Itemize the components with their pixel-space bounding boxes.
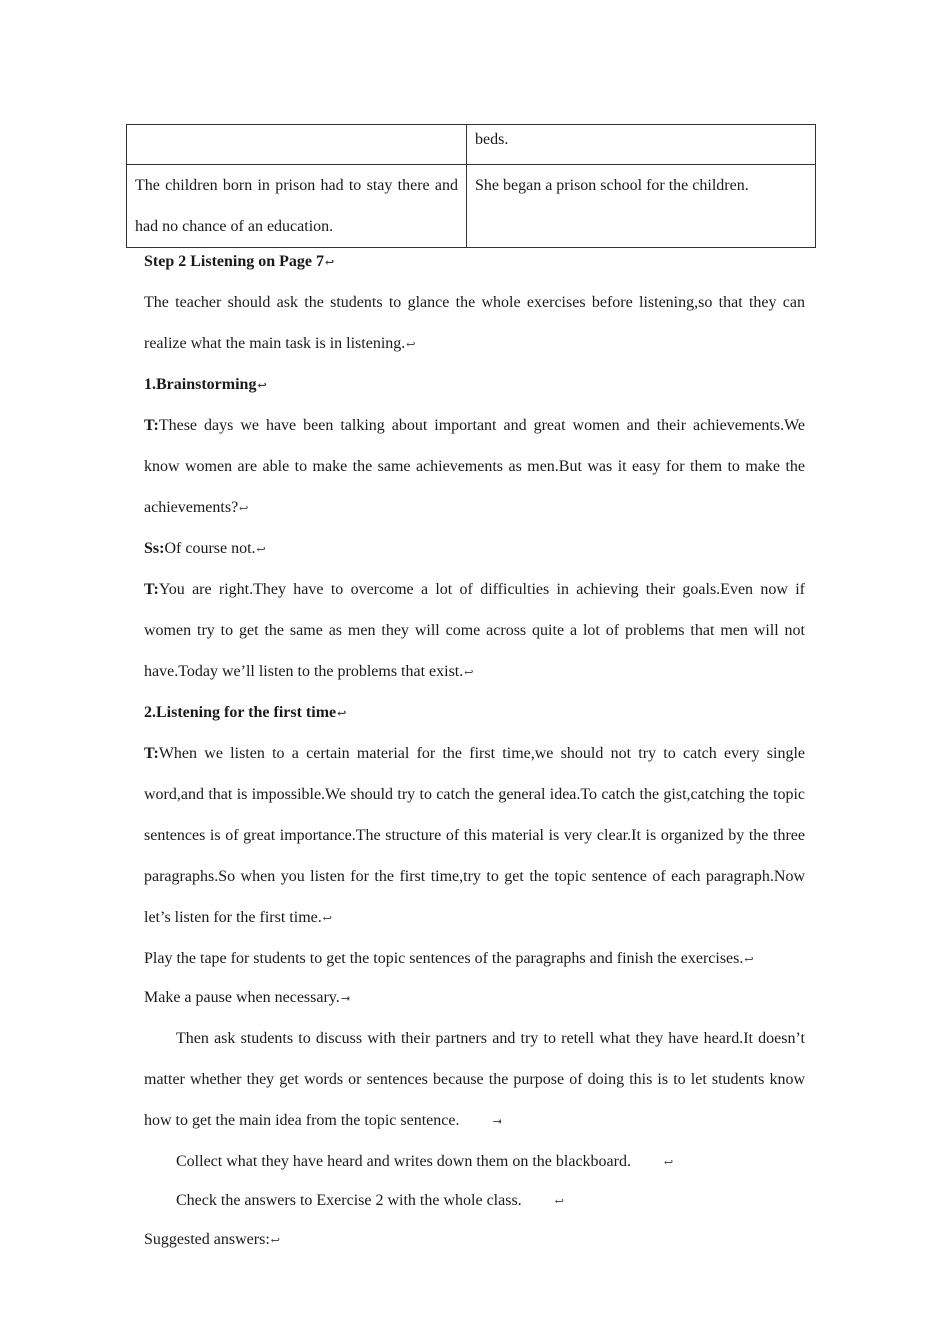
teacher-line xyxy=(144,405,805,530)
paragraph-mark-icon: ↩ xyxy=(256,544,265,556)
collect-instruction-text: Collect what they have heard and writes down them on the blackboard. xyxy=(176,1153,631,1170)
teacher-line xyxy=(144,733,805,940)
step2-heading xyxy=(144,243,805,282)
pause-instruction-text: Make a pause when necessary. xyxy=(144,989,340,1006)
teacher-line-text: When we listen to a certain material for the first time,we should not try to catch every single word,and that is impossible.We should try to catch the general idea.To catch the gist,catching the topic sentences is of great importance.The structure of this material is very clear.It is organized by the three paragraphs.So when you listen for the first time,try to get the topic sentence of each paragraph.Now let’s listen for the first time. xyxy=(144,745,805,926)
students-line-text: Of course not. xyxy=(164,540,256,557)
speaker-label: Ss: xyxy=(144,540,165,557)
table-cell-problem: The children born in prison had to stay there and had no chance of an education. xyxy=(127,165,467,248)
table-cell-solution: beds. xyxy=(467,125,816,165)
brainstorming-heading xyxy=(144,366,805,405)
paragraph-mark-icon: ↩ xyxy=(322,913,331,925)
paragraph-mark-icon: ↩ xyxy=(239,503,248,515)
listening-heading xyxy=(144,694,805,733)
paragraph-mark-icon: ↩ xyxy=(325,257,334,269)
paragraph-mark-icon: ↩ xyxy=(663,1157,673,1169)
table-row xyxy=(127,165,816,248)
collect-instruction xyxy=(144,1143,805,1182)
speaker-label: T: xyxy=(144,745,159,762)
pause-instruction xyxy=(144,979,805,1018)
step2-intro-text: The teacher should ask the students to glance the whole exercises before listening,so that they can realize what the main task is in listening. xyxy=(144,294,805,352)
discuss-instruction-text: Then ask students to discuss with their partners and try to retell what they have heard.It doesn’t matter whether they get words or sentences because the purpose of doing this is to let students know how to get the main idea from the topic sentence. xyxy=(144,1030,805,1129)
list-mark-icon: ⇥ xyxy=(340,993,349,1005)
paragraph-mark-icon: ↩ xyxy=(337,708,346,720)
step2-intro xyxy=(144,282,805,366)
listening-heading-text: 2.Listening for the first time xyxy=(144,704,337,721)
brainstorming-heading-text: 1.Brainstorming xyxy=(144,376,257,393)
comparison-table xyxy=(126,124,816,248)
check-instruction xyxy=(144,1182,805,1221)
paragraph-mark-icon: ↩ xyxy=(464,667,473,679)
list-mark-icon: ⇥ xyxy=(492,1116,501,1128)
paragraph-mark-icon: ↩ xyxy=(554,1196,563,1208)
play-instruction xyxy=(144,940,805,979)
suggested-answers-label xyxy=(144,1221,805,1260)
paragraph-mark-icon: ↩ xyxy=(744,954,753,966)
teacher-line xyxy=(144,569,805,694)
discuss-instruction xyxy=(144,1018,805,1143)
paragraph-mark-icon: ↩ xyxy=(406,339,415,351)
teacher-line-text: These days we have been talking about important and great women and their achievements.We know women are able to make the same achievements as men.But was it easy for them to make the achievements? xyxy=(144,417,805,516)
paragraph-mark-icon: ↩ xyxy=(257,380,266,392)
paragraph-mark-icon: ↩ xyxy=(270,1235,279,1247)
document-body xyxy=(144,243,805,1260)
speaker-label: T: xyxy=(144,581,159,598)
teacher-line-text: You are right.They have to overcome a lot of difficulties in achieving their goals.Even now if women try to get the same as men they will come across quite a lot of problems that men will not have.Today we’ll listen to the problems that exist. xyxy=(144,581,805,680)
table-row xyxy=(127,125,816,165)
students-line xyxy=(144,530,805,569)
table-cell-problem xyxy=(127,125,467,165)
suggested-answers-text: Suggested answers: xyxy=(144,1231,270,1248)
table-cell-solution: She began a prison school for the children. xyxy=(467,165,816,248)
step2-heading-text: Step 2 Listening on Page 7 xyxy=(144,253,325,270)
speaker-label: T: xyxy=(144,417,159,434)
play-instruction-text: Play the tape for students to get the topic sentences of the paragraphs and finish the exercises. xyxy=(144,950,744,967)
check-instruction-text: Check the answers to Exercise 2 with the whole class. xyxy=(176,1192,522,1209)
